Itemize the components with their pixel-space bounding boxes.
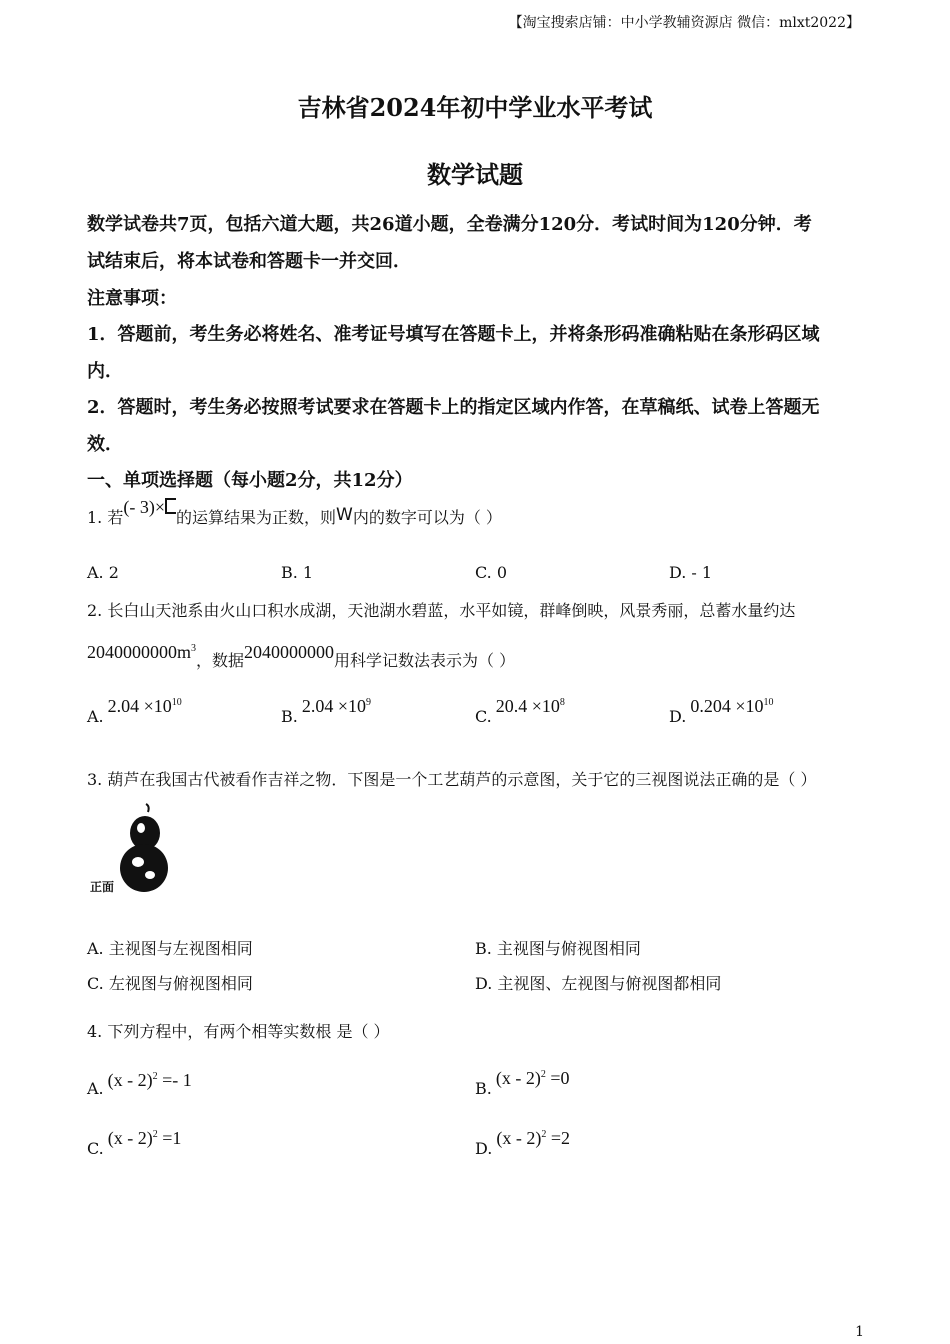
q2-line-1: 2. 长白山天池系由火山口积水成湖，天池湖水碧蓝，水平如镜，群峰倒映，风景秀丽，总蓄水量约达 — [87, 601, 796, 620]
q4-option-b-expr — [496, 1068, 570, 1088]
q1-option-a[interactable]: A. 2 — [87, 563, 119, 582]
page-number: 1 — [855, 1324, 864, 1340]
section-1-heading: 一、单项选择题（每小题2分，共12分） — [87, 470, 413, 491]
q2-volume — [87, 642, 196, 662]
notice-item-2-line-2: 效． — [87, 434, 123, 455]
q2-option-c-base: 20.4 ×10 — [495, 696, 560, 716]
q2-volume-exponent: 3 — [191, 643, 197, 654]
notice-heading: 注意事项： — [87, 288, 177, 309]
q4-option-b-rhs: =0 — [550, 1068, 570, 1088]
q2-number: 2040000000 — [244, 642, 335, 662]
question-1 — [87, 497, 502, 528]
q4-option-c[interactable] — [87, 1128, 182, 1159]
gourd-figure — [88, 800, 188, 900]
intro-line-1: 数学试卷共7页，包括六道大题，共26道小题，全卷满分120分．考试时间为120分钟．考 — [87, 214, 812, 235]
q2-option-a-exp: 10 — [171, 697, 182, 708]
header-note: 【淘宝搜索店铺：中小学教辅资源店 微信：mlxt2022】 — [508, 15, 860, 31]
q1-option-d[interactable]: D. - 1 — [669, 563, 713, 582]
q4-option-a-exp: 2 — [152, 1071, 158, 1082]
q4-option-d[interactable] — [475, 1128, 570, 1159]
q2-option-d-exp: 10 — [763, 697, 774, 708]
q2-option-a-label: A. — [87, 707, 104, 726]
q2-option-a-base: 2.04 ×10 — [107, 696, 172, 716]
q4-option-a-expr — [108, 1070, 192, 1090]
q1-symbol: W — [336, 505, 353, 525]
q4-option-a-label: A. — [87, 1079, 104, 1098]
q4-option-b[interactable] — [475, 1068, 570, 1099]
q2-option-a-expr — [108, 696, 182, 716]
q4-option-b-label: B. — [475, 1079, 492, 1098]
q4-option-a-lhs: (x - 2) — [107, 1070, 153, 1090]
q2-option-d-expr — [690, 696, 773, 716]
notice-item-2-line-1: 2．答题时，考生务必按照考试要求在答题卡上的指定区域内作答，在草稿纸、试卷上答题无 — [87, 397, 820, 418]
q2-option-d-label: D. — [669, 707, 687, 726]
q4-option-d-rhs: =2 — [550, 1128, 570, 1148]
q2-option-c-expr — [496, 696, 565, 716]
q4-option-d-label: D. — [475, 1139, 493, 1158]
q1-option-c[interactable]: C. 0 — [475, 563, 508, 582]
gourd-figure-label: 正面 — [90, 880, 115, 894]
q3-option-c[interactable]: C. 左视图与俯视图相同 — [87, 974, 253, 993]
q4-text: 4. 下列方程中，有两个相等实数根 是（ ） — [87, 1022, 390, 1041]
q2-option-d[interactable] — [669, 696, 774, 727]
q2-option-d-base: 0.204 ×10 — [690, 696, 764, 716]
q2-option-a[interactable] — [87, 696, 182, 727]
q4-option-a-rhs: =- 1 — [162, 1070, 192, 1090]
q2-option-b[interactable] — [281, 696, 371, 727]
q4-option-d-lhs: (x - 2) — [496, 1128, 542, 1148]
q2-mid: ，数据 — [196, 651, 245, 670]
q4-option-d-expr — [496, 1128, 570, 1148]
q4-option-c-exp: 2 — [152, 1129, 158, 1140]
q1-suffix: 内的数字可以为（ ） — [352, 508, 502, 527]
q3-option-a[interactable]: A. 主视图与左视图相同 — [87, 939, 253, 958]
q4-option-c-rhs: =1 — [162, 1128, 182, 1148]
q2-option-c-exp: 8 — [559, 697, 565, 708]
q4-option-a[interactable] — [87, 1070, 192, 1099]
exam-subtitle: 数学试题 — [427, 160, 523, 189]
q4-option-c-label: C. — [87, 1139, 104, 1158]
q1-prefix: 1. 若 — [87, 508, 124, 527]
q4-option-d-exp: 2 — [541, 1129, 547, 1140]
exam-title: 吉林省2024年初中学业水平考试 — [297, 93, 653, 122]
q2-option-b-exp: 9 — [366, 697, 371, 708]
q1-option-b[interactable]: B. 1 — [281, 563, 314, 582]
q4-option-c-lhs: (x - 2) — [107, 1128, 153, 1148]
q4-option-b-exp: 2 — [540, 1069, 546, 1080]
q2-option-c-label: C. — [475, 707, 492, 726]
q2-line-2 — [87, 642, 516, 671]
notice-item-1-line-1: 1．答题前，考生务必将姓名、准考证号填写在答题卡上，并将条形码准确粘贴在条形码区域 — [87, 324, 820, 345]
q3-text: 3. 葫芦在我国古代被看作吉祥之物．下图是一个工艺葫芦的示意图，关于它的三视图说法正确的是（ ） — [87, 770, 817, 789]
notice-item-1-line-2: 内． — [87, 361, 123, 382]
q2-volume-base: 2040000000m — [87, 642, 192, 662]
q2-option-b-label: B. — [281, 707, 298, 726]
q4-option-b-lhs: (x - 2) — [495, 1068, 541, 1088]
q2-option-b-base: 2.04 ×10 — [301, 696, 366, 716]
intro-line-2: 试结束后，将本试卷和答题卡一并交回． — [87, 251, 411, 272]
q3-option-b[interactable]: B. 主视图与俯视图相同 — [475, 939, 641, 958]
q1-middle: 的运算结果为正数，则 — [176, 508, 337, 527]
blank-box-icon — [165, 498, 176, 514]
q1-math-text: (- 3)× — [123, 497, 165, 517]
q2-suffix: 用科学记数法表示为（ ） — [334, 651, 516, 670]
q1-math-expression — [123, 497, 176, 517]
q3-option-d[interactable]: D. 主视图、左视图与俯视图都相同 — [475, 974, 722, 993]
q2-option-b-expr — [302, 696, 371, 716]
q4-option-c-expr — [108, 1128, 182, 1148]
q2-option-c[interactable] — [475, 696, 565, 727]
